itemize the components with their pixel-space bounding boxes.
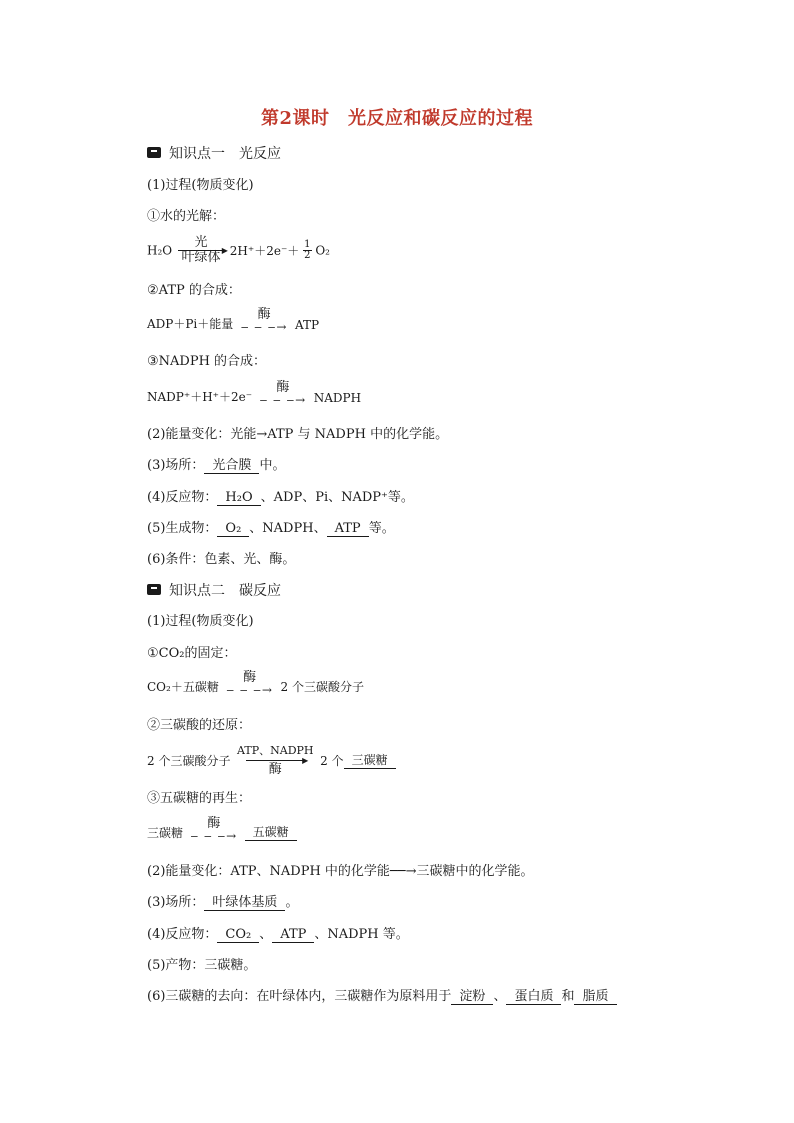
- page-title: 第2课时 光反应和碳反应的过程: [260, 108, 534, 129]
- reactants: (4)反应物： CO₂ 、 ATP 、NADPH 等。: [147, 927, 409, 942]
- answer-blank: 五碳糖: [245, 825, 297, 841]
- arrow-condition-below: 酶: [268, 762, 282, 777]
- reaction-arrow: ATP、NADPH ▶ 酶: [237, 744, 314, 777]
- pencil-icon: [147, 147, 161, 158]
- equation-left: H₂O: [147, 243, 173, 258]
- equation-right: 2H⁺＋2e⁻＋: [229, 244, 300, 258]
- water-photolysis-equation: [147, 236, 330, 265]
- enzyme-label: 酶: [243, 670, 257, 685]
- enzyme-label: 酶: [276, 380, 290, 395]
- answer-blank: O₂: [217, 521, 249, 537]
- answer-blank: 光合膜: [204, 458, 259, 474]
- equation-right: NADPH: [313, 391, 362, 405]
- equation-right: 2 个三碳酸分子: [280, 680, 364, 694]
- equation-right: 2 个: [320, 754, 344, 768]
- equation-left: ADP＋Pi＋能量: [147, 317, 234, 331]
- answer-blank: 三碳糖: [344, 753, 396, 769]
- site: (3)场所： 叶绿体基质 。: [147, 895, 299, 910]
- atp-synthesis-equation: [147, 308, 319, 332]
- triose-fate: (6)三碳糖的去向：在叶绿体内，三碳糖作为原料用于 淀粉 、 蛋白质 和 脂质: [147, 988, 617, 1006]
- answer-blank: H₂O: [217, 490, 260, 506]
- fraction-half: $\frac{1}{2}$: [304, 239, 311, 261]
- equation-right: ATP: [294, 318, 320, 332]
- arrow-condition-below: 叶绿体: [181, 250, 221, 265]
- regeneration-equation: [147, 817, 297, 841]
- co2-fixation-label: ①CO₂的固定：: [147, 646, 237, 661]
- products: (5)生成物： O₂ 、NADPH、 ATP 等。: [147, 521, 395, 536]
- energy-change: (2)能量变化：ATP、NADPH 中的化学能──→三碳糖中的化学能。: [147, 864, 534, 879]
- reaction-arrow: 酶 ‒ ‒ ‒→: [259, 380, 307, 407]
- equation-left: CO₂＋五碳糖: [147, 680, 219, 694]
- pencil-icon: [147, 584, 161, 595]
- nadph-synthesis-label: ③NADPH 的合成：: [147, 354, 267, 369]
- conditions: (6)条件：色素、光、酶。: [147, 552, 296, 567]
- enzyme-label: 酶: [207, 816, 221, 831]
- water-photolysis-label: ①水的光解：: [147, 209, 226, 224]
- reaction-arrow: 光 ▶ 叶绿体: [178, 236, 224, 265]
- answer-blank: CO₂: [217, 927, 259, 943]
- arrow-condition-above: 光: [194, 235, 208, 250]
- section-title: 知识点二 碳反应: [169, 583, 281, 599]
- section-heading-light: [147, 145, 281, 163]
- process-label: (1)过程(物质变化): [147, 614, 254, 629]
- answer-blank: 叶绿体基质: [204, 895, 285, 911]
- oxygen-product: O₂: [315, 243, 330, 258]
- answer-blank: ATP: [327, 521, 369, 537]
- answer-blank: ATP: [272, 927, 314, 943]
- reaction-arrow: 酶 ‒ ‒ ‒→: [190, 816, 238, 843]
- answer-blank: 蛋白质: [506, 989, 561, 1005]
- co2-fixation-equation: [147, 671, 364, 695]
- section-title: 知识点一 光反应: [169, 146, 281, 162]
- equation-left: NADP⁺＋H⁺＋2e⁻: [147, 390, 253, 404]
- nadph-synthesis-equation: [147, 381, 361, 405]
- products: (5)产物：三碳糖。: [147, 958, 257, 973]
- reaction-arrow: 酶 ‒ ‒ ‒→: [226, 670, 273, 697]
- regeneration-label: ③五碳糖的再生：: [147, 791, 252, 806]
- reduction-label: ②三碳酸的还原：: [147, 718, 252, 733]
- site: (3)场所： 光合膜 中。: [147, 458, 286, 473]
- atp-synthesis-label: ②ATP 的合成：: [147, 283, 241, 298]
- answer-blank: 脂质: [574, 989, 616, 1005]
- process-label: (1)过程(物质变化): [147, 178, 254, 193]
- reduction-equation: [147, 744, 396, 777]
- answer-blank: 淀粉: [451, 989, 493, 1005]
- equation-left: 三碳糖: [147, 826, 184, 840]
- equation-left: 2 个三碳酸分子: [147, 754, 231, 768]
- section-heading-dark: [147, 582, 281, 600]
- reactants: (4)反应物： H₂O 、ADP、Pi、NADP⁺等。: [147, 490, 414, 505]
- enzyme-label: 酶: [257, 307, 271, 322]
- reaction-arrow: 酶 ‒ ‒ ‒→: [240, 307, 288, 334]
- energy-change: (2)能量变化：光能→ATP 与 NADPH 中的化学能。: [147, 427, 449, 442]
- arrow-condition-above: ATP、NADPH: [237, 744, 314, 757]
